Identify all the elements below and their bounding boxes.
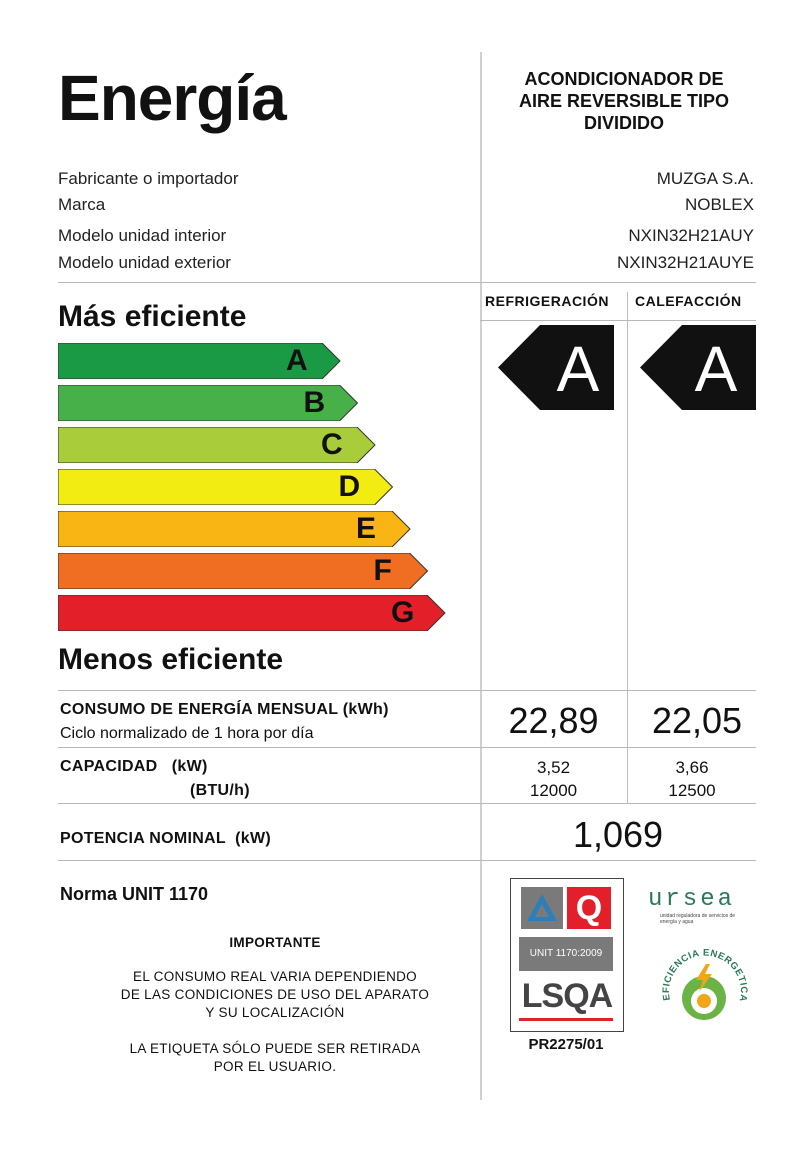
efficiency-letter-b: B: [303, 386, 326, 419]
seal-core: [697, 994, 711, 1008]
ursea-logo: ursea: [648, 886, 736, 913]
capacity-cooling-kw: 3,52: [536, 758, 571, 777]
efficiency-bar-g: [58, 595, 447, 631]
divider-colhead: [480, 320, 756, 321]
heating-rating-arrow: [640, 325, 756, 410]
certificate-code: PR2275/01: [528, 1036, 604, 1053]
divider-consumption: [58, 690, 756, 691]
column-header-heating: CALEFACCIÓN: [635, 293, 742, 309]
norma-label: Norma UNIT 1170: [60, 884, 209, 904]
lsqa-triangle-icon: [521, 887, 563, 929]
label-title: Energía: [58, 62, 286, 134]
note-removal-line-1: LA ETIQUETA SÓLO PUEDE SER RETIRADA: [129, 1041, 421, 1056]
power-label: POTENCIA NOMINAL (kW): [60, 830, 272, 847]
ursea-subtitle: unidad reguladora de servicios de energía y agua: [660, 913, 736, 925]
divider-power: [58, 803, 756, 804]
info-label-indoor-model: Modelo unidad interior: [58, 226, 227, 245]
cooling-rating-arrow: [498, 325, 614, 410]
efficiency-letter-e: E: [356, 512, 377, 545]
divider-info: [58, 282, 756, 283]
lsqa-unit-code: UNIT 1170:2009: [519, 937, 613, 971]
efficiency-letter-g: G: [391, 596, 415, 629]
divider-footer: [58, 860, 756, 861]
efficiency-letter-d: D: [338, 470, 361, 503]
consumption-sub: Ciclo normalizado de 1 hora por día: [60, 725, 314, 742]
info-label-manufacturer: Fabricante o importador: [58, 169, 239, 188]
efficiency-letter-f: F: [373, 554, 392, 587]
info-value-outdoor-model: NXIN32H21AUYE: [616, 253, 754, 272]
lsqa-certification-logo: [510, 878, 624, 1032]
note-consumption-line-2: DE LAS CONDICIONES DE USO DEL APARATO: [120, 987, 430, 1002]
lsqa-underline: [519, 1018, 613, 1021]
scale-top-label: Más eficiente: [58, 300, 247, 333]
info-label-brand: Marca: [58, 195, 106, 214]
efficiency-letter-a: A: [286, 344, 308, 377]
info-label-outdoor-model: Modelo unidad exterior: [58, 253, 231, 272]
column-divider-main: [480, 52, 482, 1100]
consumption-cooling-value: 22,89: [508, 700, 599, 741]
column-header-cooling: REFRIGERACIÓN: [485, 293, 609, 309]
divider-capacity: [58, 747, 756, 748]
note-removal-line-2: POR EL USUARIO.: [213, 1059, 337, 1074]
info-value-indoor-model: NXIN32H21AUY: [628, 226, 754, 245]
consumption-label: CONSUMO DE ENERGÍA MENSUAL (kWh): [60, 701, 389, 718]
note-consumption-line-1: EL CONSUMO REAL VARIA DEPENDIENDO: [133, 969, 417, 984]
efficiency-letter-c: C: [321, 428, 343, 461]
info-value-manufacturer: MUZGA S.A.: [656, 169, 754, 188]
heating-rating-letter: A: [694, 333, 738, 405]
energy-efficiency-seal: [656, 942, 752, 1038]
note-removal: [80, 1040, 470, 1076]
scale-bottom-label: Menos eficiente: [58, 643, 284, 676]
capacity-cooling-btu: 12000: [529, 781, 578, 800]
seal-text: EFICIENCIA ENERGETICA: [660, 947, 750, 1003]
capacity-label-btu: (BTU/h): [190, 782, 250, 799]
note-consumption: [80, 968, 470, 1022]
product-type: ACONDICIONADOR DE AIRE REVERSIBLE TIPO DIVIDIDO: [518, 69, 730, 133]
cooling-rating-letter: A: [556, 333, 600, 405]
info-value-brand: NOBLEX: [685, 195, 754, 214]
note-consumption-line-3: Y SU LOCALIZACIÓN: [205, 1005, 345, 1020]
lsqa-q-icon: Q: [567, 887, 611, 929]
capacity-heating-btu: 12500: [668, 781, 716, 800]
capacity-label-kw: CAPACIDAD (kW): [60, 758, 208, 775]
lsqa-text: LSQA: [521, 977, 613, 1015]
power-value: 1,069: [572, 814, 664, 855]
important-title: IMPORTANTE: [229, 935, 321, 950]
capacity-heating-kw: 3,66: [675, 758, 709, 777]
consumption-heating-value: 22,05: [651, 700, 743, 741]
